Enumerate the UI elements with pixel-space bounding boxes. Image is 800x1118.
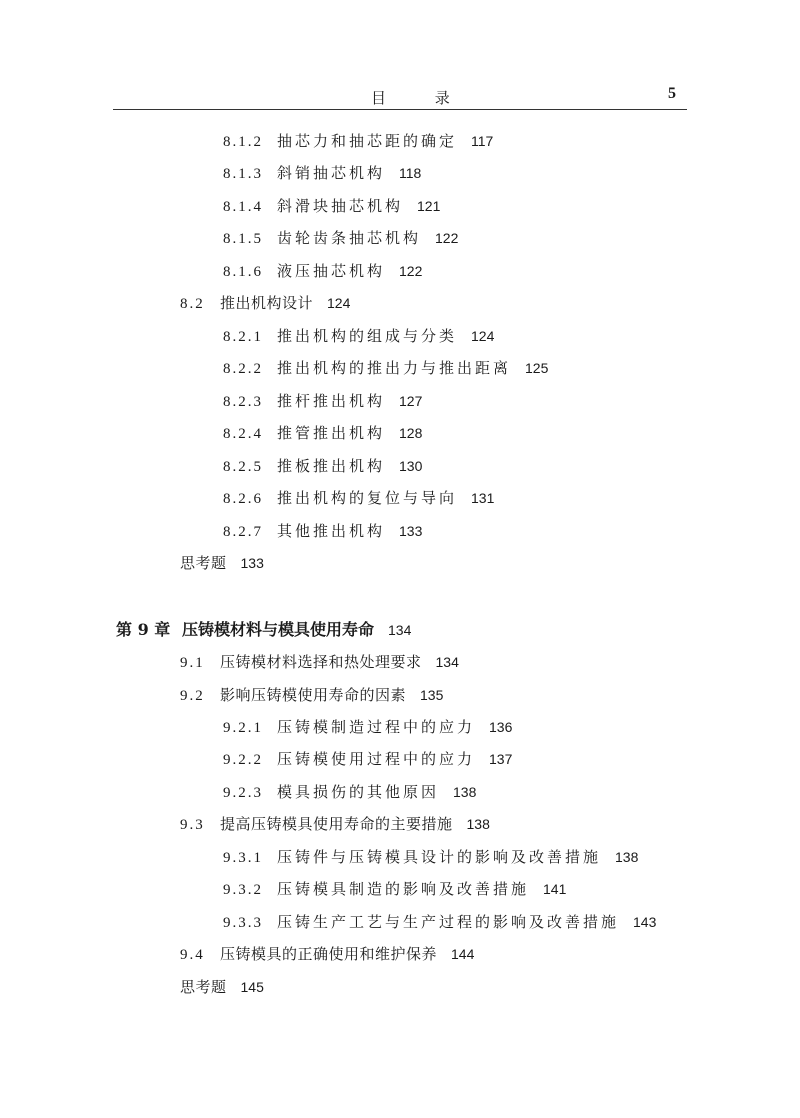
toc-entry-title: 压铸模具的正确使用和维护保养: [220, 945, 438, 963]
toc-entry: [223, 160, 421, 186]
toc-entry-title: 影响压铸模使用寿命的因素: [220, 686, 407, 704]
toc-entry-title: 推出机构的推出力与推出距离: [277, 359, 512, 377]
toc-entry-title: 压铸模具制造的影响及改善措施: [277, 880, 530, 898]
toc-entry: [223, 323, 494, 349]
toc-chapter-entry: [116, 617, 411, 643]
toc-entry-title: 压铸件与压铸模具设计的影响及改善措施: [277, 848, 602, 866]
toc-entry-number: 8.2.3: [223, 394, 263, 410]
toc-entry: [223, 746, 512, 772]
running-header: [113, 84, 687, 108]
toc-entry: [223, 518, 422, 544]
toc-entry-title: 思考题: [180, 554, 227, 572]
toc-entry-number: 9.2: [180, 688, 205, 704]
header-title: 目 录: [371, 89, 472, 107]
toc-entry-page: 127: [399, 393, 423, 409]
toc-entry-number: 8.1.4: [223, 199, 263, 215]
toc-entry: [223, 909, 656, 935]
toc-entry-page: 124: [327, 295, 351, 311]
toc-entry-number: 8.1.5: [223, 231, 263, 247]
toc-entry-page: 134: [388, 622, 412, 638]
toc-entry: [223, 225, 458, 251]
toc-entry-title: 齿轮齿条抽芯机构: [277, 229, 422, 247]
toc-entry-page: 133: [240, 555, 264, 571]
toc-entry: [223, 128, 493, 154]
toc-entry-page: 144: [451, 946, 475, 962]
toc-entry-page: 121: [417, 198, 441, 214]
toc-entry: [180, 682, 443, 708]
toc-entry-number: 9.1: [180, 655, 205, 671]
toc-entry-number: 9.2.3: [223, 785, 263, 801]
toc-entry-title: 推出机构的组成与分类: [277, 327, 458, 345]
toc-entry-page: 138: [453, 784, 477, 800]
toc-entry-number: 9.3.3: [223, 915, 263, 931]
toc-entry-page: 136: [489, 719, 513, 735]
toc-entry-page: 130: [399, 458, 423, 474]
toc-entry-page: 138: [466, 816, 490, 832]
toc-entry-title: 推管推出机构: [277, 424, 386, 442]
toc-entry-page: 118: [399, 165, 422, 181]
toc-entry: [223, 258, 422, 284]
toc-entry-page: 141: [543, 881, 567, 897]
toc-entry: [223, 420, 422, 446]
toc-entry-title: 压铸模使用过程中的应力: [277, 750, 476, 768]
toc-entry-title: 思考题: [180, 978, 227, 996]
toc-entry-title: 压铸模材料与模具使用寿命: [182, 620, 375, 639]
toc-entry-page: 135: [420, 687, 444, 703]
toc-entry-title: 其他推出机构: [277, 522, 386, 540]
toc-entry-title: 推出机构的复位与导向: [277, 489, 458, 507]
toc-entry-number: 8.2: [180, 296, 205, 312]
toc-entry-page: 117: [471, 133, 494, 149]
toc-entry-title: 斜滑块抽芯机构: [277, 197, 404, 215]
toc-entry-page: 122: [435, 230, 459, 246]
toc-entry: [180, 941, 474, 967]
toc-entry-title: 推板推出机构: [277, 457, 386, 475]
toc-entry-number: 9.3: [180, 817, 205, 833]
toc-entry-page: 143: [633, 914, 657, 930]
toc-entry-title: 压铸模制造过程中的应力: [277, 718, 476, 736]
toc-entry: [223, 355, 548, 381]
toc-entry-number: 8.1.6: [223, 264, 263, 280]
toc-entry-number: 8.1.2: [223, 134, 263, 150]
toc-entry-number: 9.2.2: [223, 752, 263, 768]
toc-entry-number: 8.2.4: [223, 426, 263, 442]
toc-entry-number: 8.1.3: [223, 166, 263, 182]
toc-entry-number: 8.2.6: [223, 491, 263, 507]
header-rule: [113, 109, 687, 110]
toc-entry-number: 9.4: [180, 947, 205, 963]
toc-entry-title: 抽芯力和抽芯距的确定: [277, 132, 458, 150]
toc-entry: [223, 844, 638, 870]
toc-entry: [180, 290, 350, 316]
toc-entry: [223, 876, 566, 902]
toc-entry: [223, 779, 476, 805]
toc-entry-page: 133: [399, 523, 423, 539]
toc-entry-page: 122: [399, 263, 423, 279]
toc-entry-page: 124: [471, 328, 495, 344]
toc-entry-number: 9.2.1: [223, 720, 263, 736]
toc-entry-number: 8.2.7: [223, 524, 263, 540]
toc-entry-page: 138: [615, 849, 639, 865]
toc-entry-title: 推出机构设计: [220, 294, 314, 312]
toc-entry: [223, 453, 422, 479]
toc-entry-page: 134: [435, 654, 459, 670]
toc-entry-title: 压铸模材料选择和热处理要求: [220, 653, 422, 671]
toc-entry-number: 8.2.1: [223, 329, 263, 345]
toc-entry-title: 液压抽芯机构: [277, 262, 386, 280]
toc-entry-page: 131: [471, 490, 495, 506]
toc-entry-number: 第 9 章: [116, 620, 171, 639]
toc-entry-number: 8.2.5: [223, 459, 263, 475]
toc-entry: [180, 811, 490, 837]
toc-entry-number: 9.3.1: [223, 850, 263, 866]
toc-entry-number: 9.3.2: [223, 882, 263, 898]
toc-entry-page: 128: [399, 425, 423, 441]
toc-entry-title: 模具损伤的其他原因: [277, 783, 440, 801]
toc-entry-page: 125: [525, 360, 549, 376]
toc-entry: [180, 974, 264, 1000]
toc-entry: [180, 649, 459, 675]
toc-entry: [223, 388, 422, 414]
toc-entry-page: 145: [240, 979, 264, 995]
toc-entry: [223, 714, 512, 740]
toc-entry-title: 推杆推出机构: [277, 392, 386, 410]
toc-entry-number: 8.2.2: [223, 361, 263, 377]
toc-entry-title: 斜销抽芯机构: [277, 164, 386, 182]
toc-entry-page: 137: [489, 751, 513, 767]
toc-entry: [180, 550, 264, 576]
toc-entry-title: 提高压铸模具使用寿命的主要措施: [220, 815, 453, 833]
header-page-number: 5: [668, 85, 676, 102]
toc-entry: [223, 193, 440, 219]
toc-entry-title: 压铸生产工艺与生产过程的影响及改善措施: [277, 913, 620, 931]
toc-entry: [223, 485, 494, 511]
